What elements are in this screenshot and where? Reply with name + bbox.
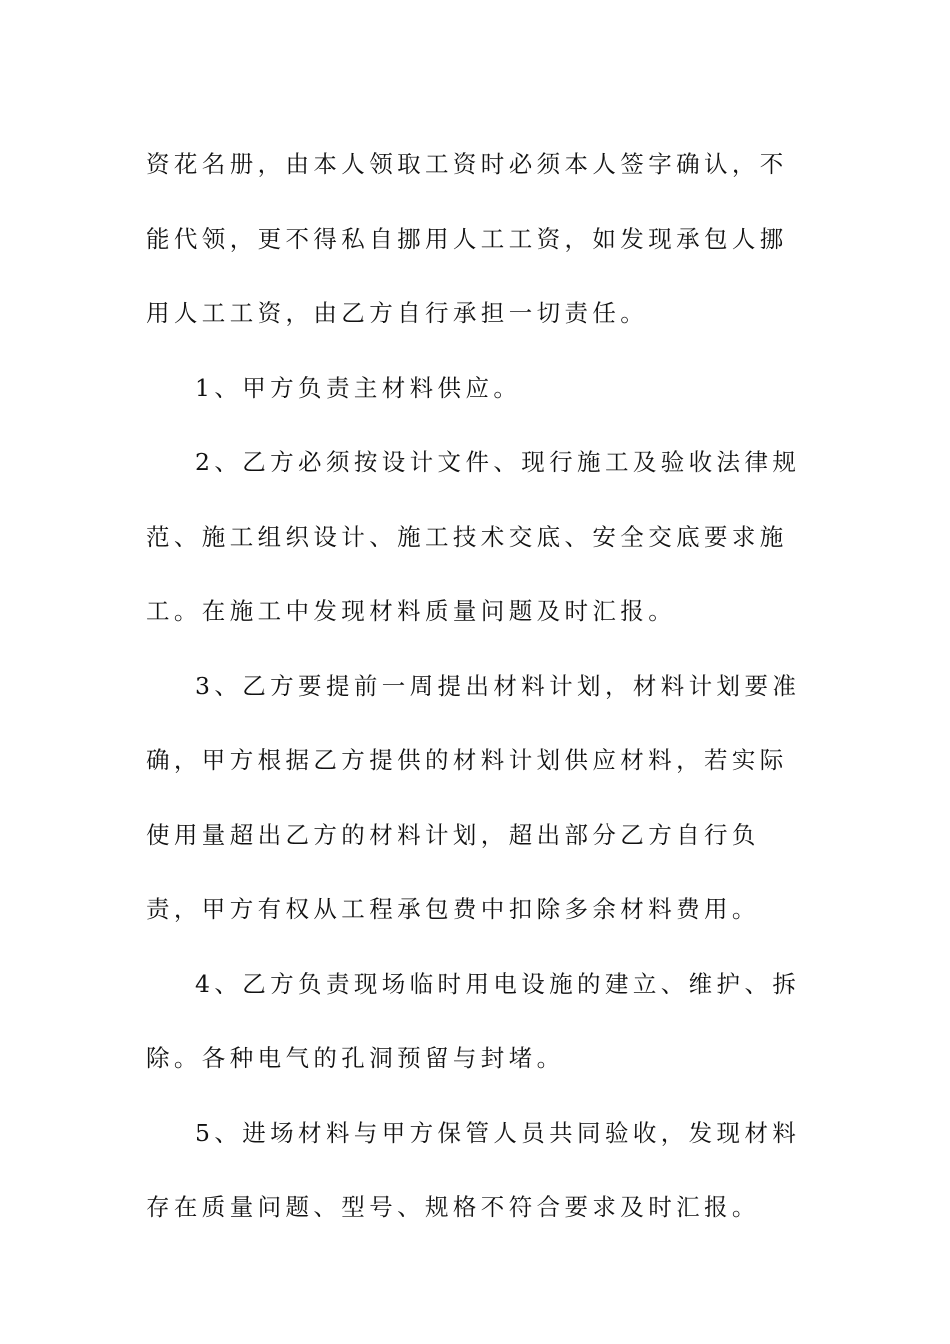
- paragraph-item-5: 5、进场材料与甲方保管人员共同验收，发现材料存在质量问题、型号、规格不符合要求及时汇报。: [146, 1118, 801, 1221]
- paragraph-item-4: 4、乙方负责现场临时用电设施的建立、维护、拆除。各种电气的孔洞预留与封堵。: [146, 969, 801, 1072]
- paragraph-item-3: 3、乙方要提前一周提出材料计划，材料计划要准确，甲方根据乙方提供的材料计划供应材料，若实际使用量超出乙方的材料计划，超出部分乙方自行负责，甲方有权从工程承包费中扣除多余材料费用。: [146, 671, 801, 923]
- paragraph-item-2: 2、乙方必须按设计文件、现行施工及验收法律规范、施工组织设计、施工技术交底、安全交底要求施工。在施工中发现材料质量问题及时汇报。: [146, 448, 801, 625]
- paragraph-continuation: 资花名册，由本人领取工资时必须本人签字确认，不能代领，更不得私自挪用人工工资，如发现承包人挪用人工工资，由乙方自行承担一切责任。: [146, 150, 788, 327]
- document-body: [146, 127, 811, 1245]
- paragraph-item-1: 1、甲方负责主材料供应。: [195, 373, 522, 402]
